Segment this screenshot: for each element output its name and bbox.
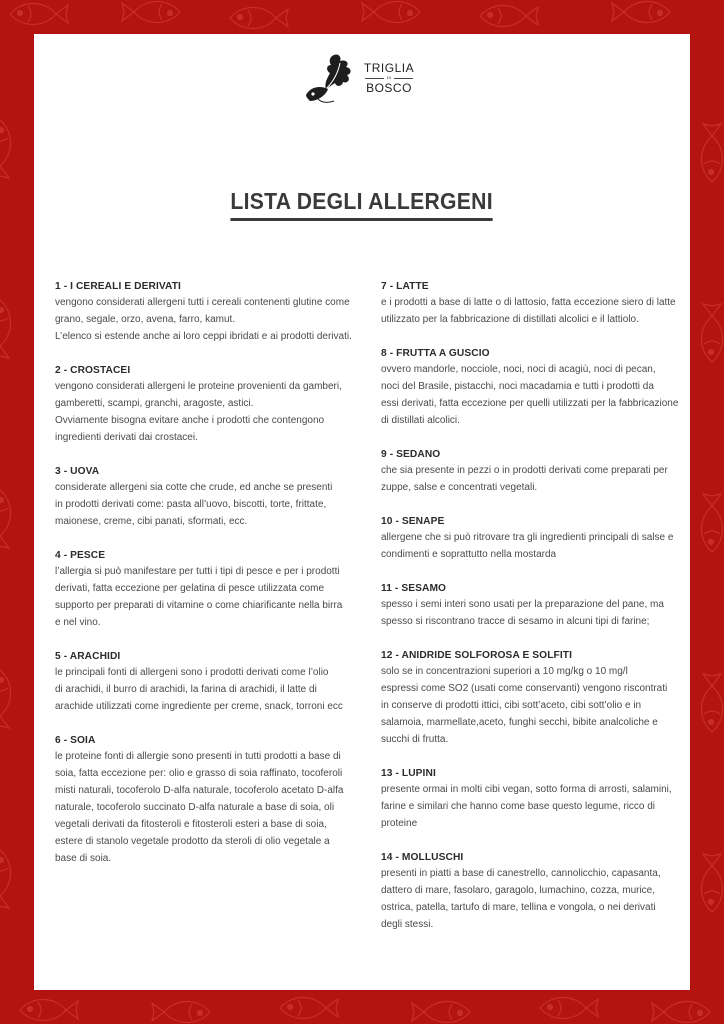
- allergen-heading: 13 - LUPINI: [381, 768, 436, 779]
- allergen-heading: 3 - UOVA: [55, 466, 100, 477]
- allergen-description: considerate allergeni sia cotte che crude, ed anche se presenti in prodotti derivati come: pasta all’uovo, biscotti, torte, frittate, maionese, creme, cibi panati, sformati, ecc.: [55, 482, 333, 527]
- allergen-entry: [381, 281, 681, 328]
- allergen-entry: [55, 466, 355, 530]
- allergen-heading: 9 - SEDANO: [381, 449, 441, 460]
- allergen-heading: 1 - I CEREALI E DERIVATI: [55, 281, 181, 292]
- allergen-entry: [381, 348, 681, 429]
- allergen-heading: 10 - SENAPE: [381, 516, 445, 527]
- allergen-description: spesso i semi interi sono usati per la preparazione del pane, ma spesso si riscontrano tracce di sesamo in alcuni tipi di farine;: [381, 599, 664, 627]
- allergen-entry: [381, 650, 681, 748]
- allergen-entry: [381, 852, 681, 933]
- allergen-description: ovvero mandorle, nocciole, noci, noci di acagiù, noci di pecan, noci del Brasile, pistacchi, noci macadamia e tutti i prodotti da essi derivati, fatta eccezione per quelli utilizzati per la fabbricazione di distillati alcolici.: [381, 364, 679, 426]
- allergen-column-left: [55, 281, 355, 887]
- allergen-entry: [55, 365, 355, 446]
- allergen-heading: 14 - MOLLUSCHI: [381, 852, 464, 863]
- allergen-heading: 11 - SESAMO: [381, 583, 447, 594]
- allergen-description: le principali fonti di allergeni sono i prodotti derivati come l’olio di arachidi, il burro di arachidi, la farina di arachidi, il latte di arachide utilizzati come ingrediente per creme, snack, torroni ecc: [55, 667, 343, 712]
- page-title: LISTA DEGLI ALLERGENI: [231, 188, 493, 221]
- allergen-description: presente ormai in molti cibi vegan, sotto forma di arrosti, salamini, farine e similari che hanno come base questo legume, ricco di proteine: [381, 784, 672, 829]
- allergen-column-right: [381, 281, 681, 953]
- allergen-heading: 12 - ANIDRIDE SOLFOROSA E SOLFITI: [381, 650, 573, 661]
- brand-name: [362, 62, 416, 94]
- allergen-entry: [55, 281, 355, 345]
- allergen-entry: [381, 449, 681, 496]
- allergen-heading: 4 - PESCE: [55, 550, 106, 561]
- allergen-heading: 7 - LATTE: [381, 281, 429, 292]
- allergen-description: vengono considerati allergeni le proteine provenienti da gamberi, gamberetti, scampi, granchi, aragoste, astici. Ovviamente bisogna evitare anche i prodotti che contengono ingredienti derivati dai crostacei.: [55, 381, 342, 443]
- allergen-entry: [381, 516, 681, 563]
- brand-line-2: DI: [362, 76, 416, 80]
- allergen-description: e i prodotti a base di latte o di lattosio, fatta eccezione siero di latte utilizzato per la fabbricazione di distillati alcolici e il lattiolo.: [381, 297, 676, 325]
- brand-line-1: TRIGLIA: [363, 61, 415, 75]
- allergen-sheet: [34, 34, 690, 990]
- allergen-heading: 6 - SOIA: [55, 735, 96, 746]
- allergen-heading: 5 - ARACHIDI: [55, 651, 121, 662]
- allergen-description: le proteine fonti di allergie sono presenti in tutti prodotti a base di soia, fatta eccezione per: olio e grasso di soia raffinato, tocoferoli misti naturali, tocoferolo D-alfa naturale, tocoferolo acetato D-alfa naturale, tocoferolo succinato D-alfa naturale a base di soia, oli vegetali derivati da fitosteroli e fitosteroli esteri a base di soia, estere di stanolo vegetale prodotto da steroli di olio vegetale a base di soia.: [55, 751, 344, 864]
- allergen-entry: [55, 550, 355, 631]
- allergen-description: che sia presente in pezzi o in prodotti derivati come preparati per zuppe, salse e concentrati vegetali.: [381, 465, 668, 493]
- allergen-entry: [55, 651, 355, 715]
- allergen-entry: [381, 768, 681, 832]
- brand-logo: [304, 50, 424, 106]
- allergen-description: vengono considerati allergeni tutti i cereali contenenti glutine come grano, segale, orzo, avena, farro, kamut. L’elenco si estende anche ai loro ceppi ibridati e ai prodotti derivati.: [55, 297, 352, 342]
- allergen-heading: 2 - CROSTACEI: [55, 365, 131, 376]
- page-title-wrap: [34, 188, 690, 221]
- brand-line-3: BOSCO: [366, 81, 412, 95]
- allergen-description: l’allergia si può manifestare per tutti i tipi di pesce e per i prodotti derivati, fatta eccezione per gelatina di pesce utilizzata come supporto per preparati di vitamine o come chiarificante nella birra e nel vino.: [55, 566, 343, 628]
- allergen-description: solo se in concentrazioni superiori a 10 mg/kg o 10 mg/l espressi come SO2 (usati come conservanti) vengono riscontrati in conserve di prodotti ittici, cibi sott’aceto, cibi sott’olio e in salamoia, marmellate,aceto, funghi secchi, bibite analcoliche e succhi di frutta.: [381, 666, 668, 745]
- allergen-entry: [381, 583, 681, 630]
- allergen-description: presenti in piatti a base di canestrello, cannolicchio, capasanta, dattero di mare, fasolaro, garagolo, lumachino, cozza, murice, ostrica, patella, tartufo di mare, tellina e vongola, o nei derivati degli stessi.: [381, 868, 661, 930]
- oak-leaf-fish-icon: [304, 51, 356, 105]
- allergen-heading: 8 - FRUTTA A GUSCIO: [381, 348, 490, 359]
- allergen-entry: [55, 735, 355, 867]
- allergen-description: allergene che si può ritrovare tra gli ingredienti principali di salse e condimenti e soprattutto nella mostarda: [381, 532, 674, 560]
